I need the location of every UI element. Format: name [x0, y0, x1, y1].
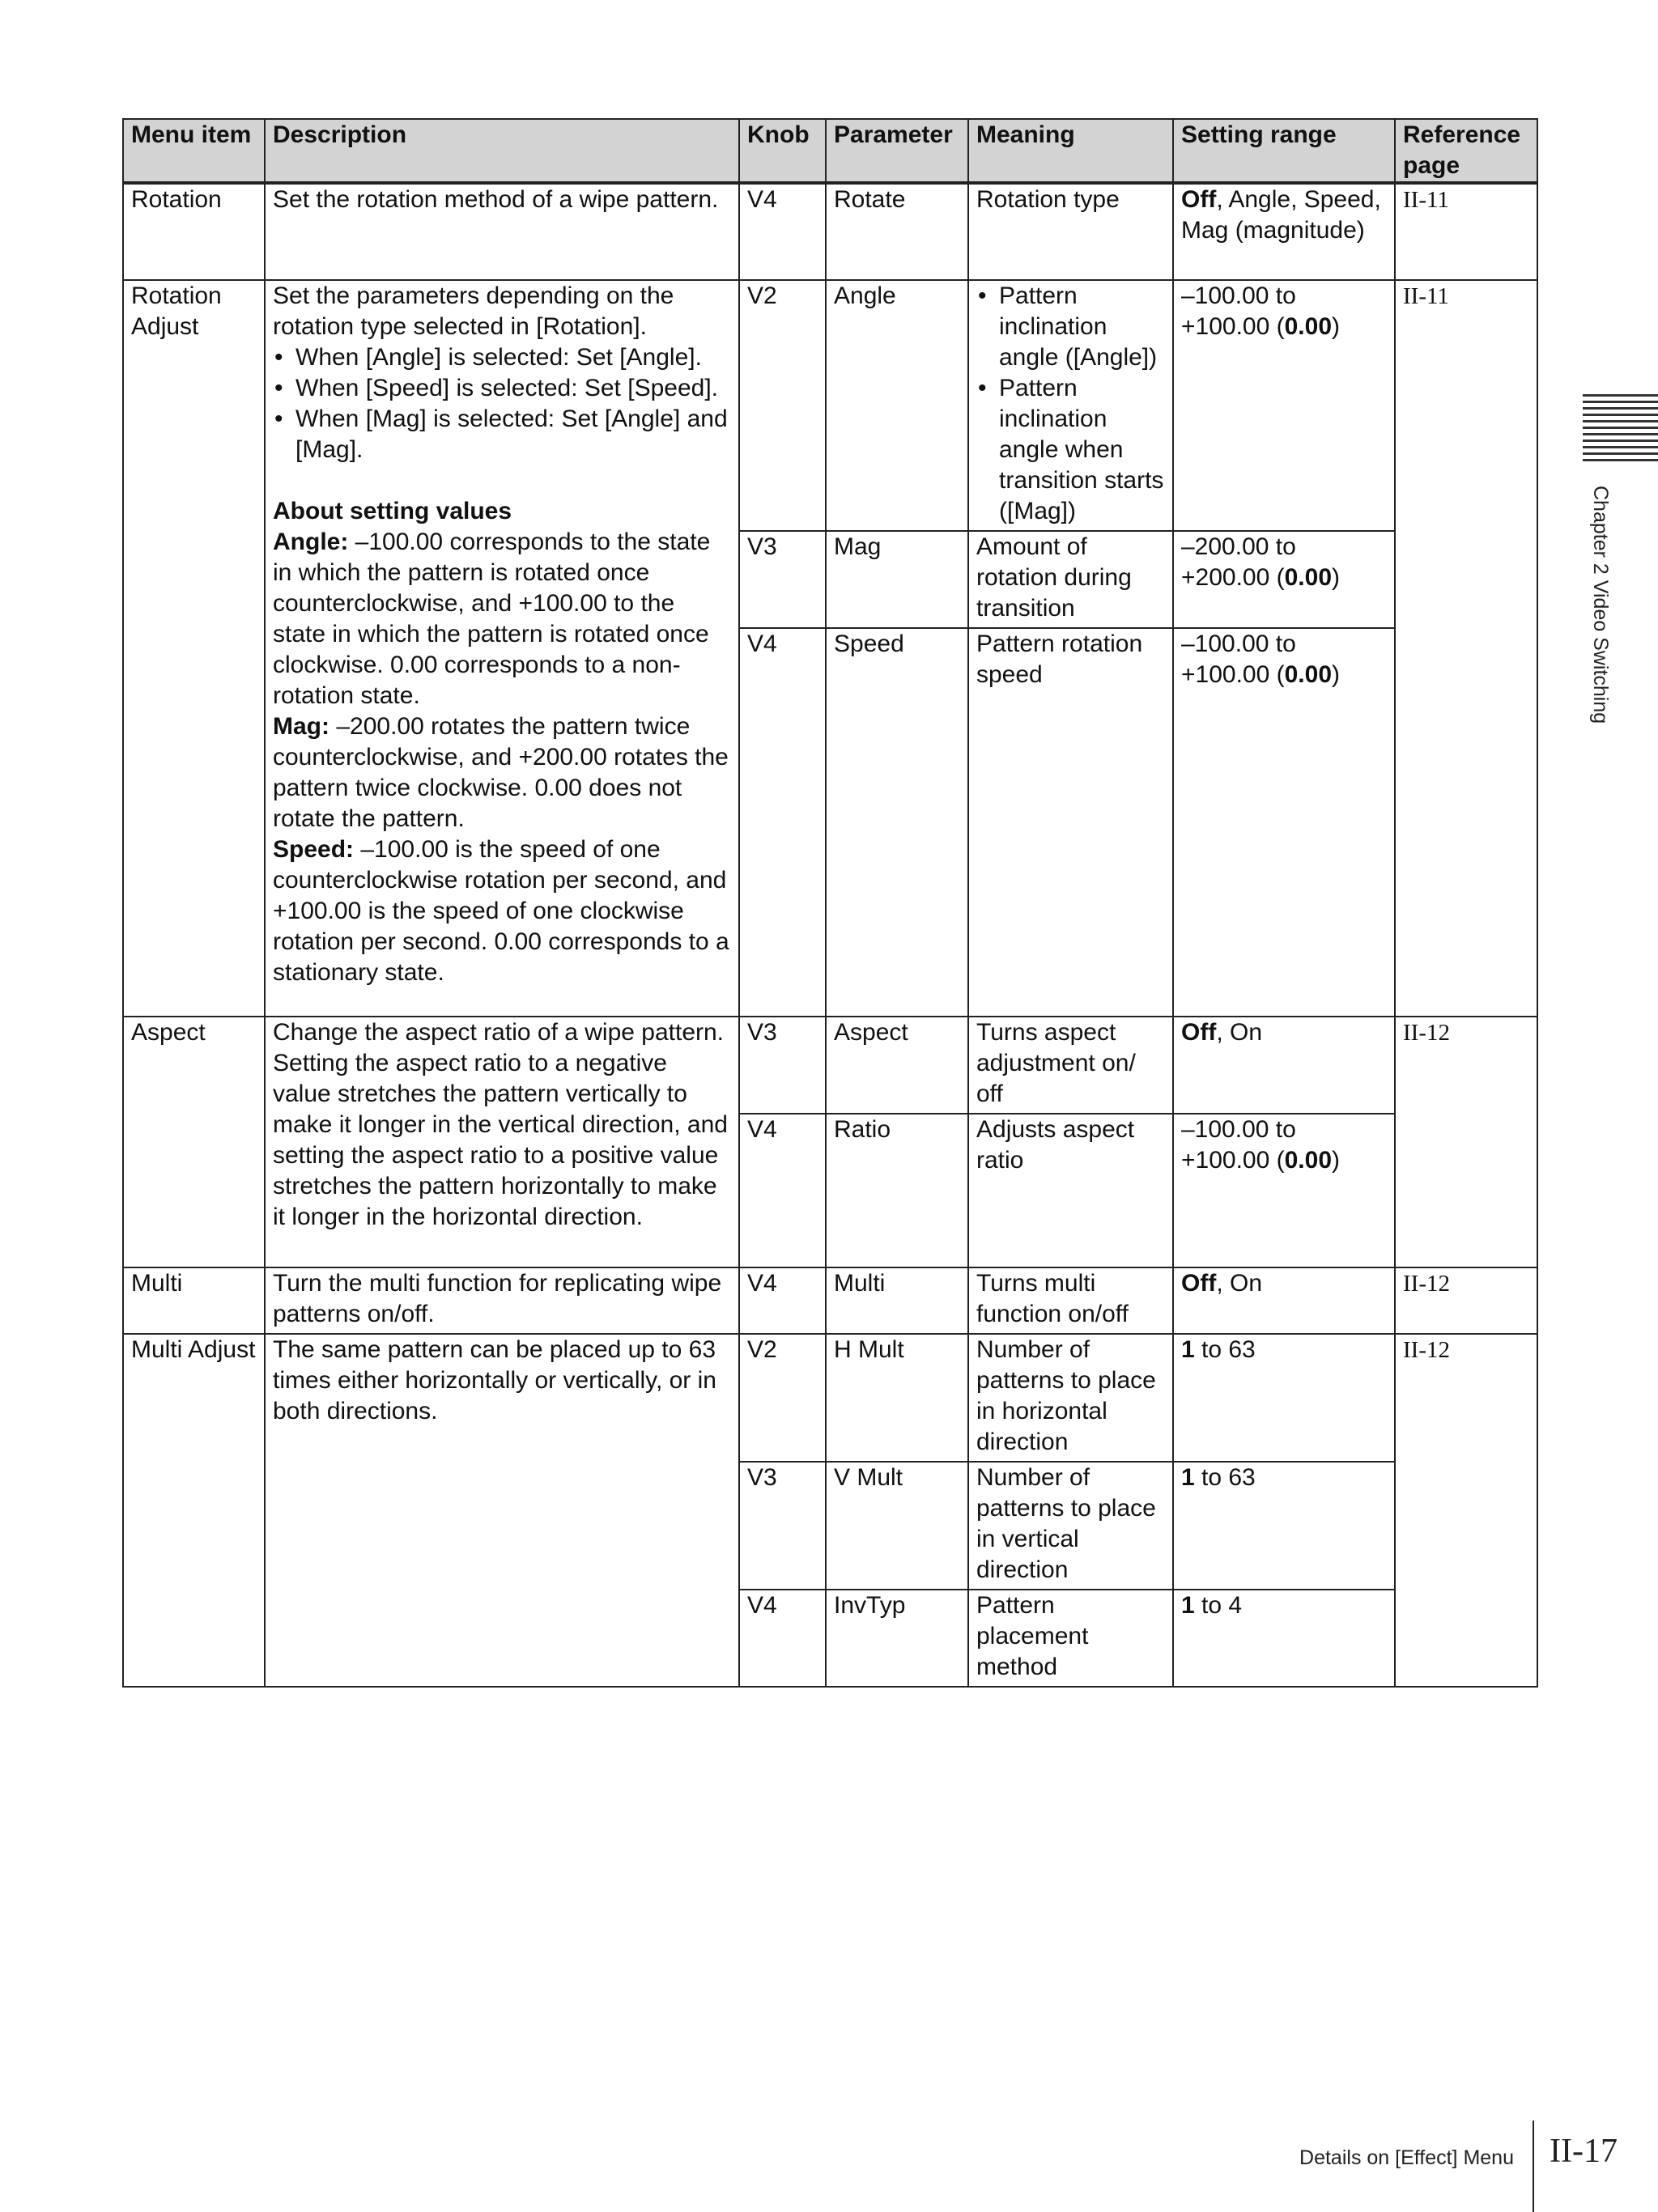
range-text: )	[1332, 564, 1340, 591]
reference-page-cell: II-12	[1395, 1334, 1537, 1687]
setting-range-cell	[1173, 1017, 1395, 1114]
header-parameter: Parameter	[826, 119, 968, 183]
footer-divider	[1533, 2121, 1534, 2212]
knob-cell: V3	[739, 531, 826, 628]
menu-item-cell: Rotation	[123, 183, 265, 280]
table-row-rotation-adjust-angle	[123, 280, 1537, 531]
range-default: 1	[1181, 1592, 1195, 1619]
definition-term: Speed:	[273, 836, 355, 863]
range-text: to 63	[1194, 1464, 1256, 1491]
table-header-row	[123, 119, 1537, 183]
definition-speed	[273, 834, 731, 988]
range-default: 1	[1181, 1464, 1195, 1491]
description-bullets	[273, 342, 731, 465]
setting-range-cell	[1173, 1334, 1395, 1462]
range-default: Off	[1181, 1019, 1217, 1046]
meaning-cell: Pattern rotation speed	[968, 628, 1173, 1017]
parameter-cell: Ratio	[826, 1114, 968, 1267]
header-description: Description	[265, 119, 739, 183]
chapter-tab-label: Chapter 2 Video Switching	[1589, 486, 1612, 724]
range-default: 0.00	[1284, 313, 1332, 340]
header-menu-item: Menu item	[123, 119, 265, 183]
range-text: –100.00 to +100.00 (	[1181, 282, 1296, 340]
menu-item-cell: Multi Adjust	[123, 1334, 265, 1687]
range-text: )	[1332, 661, 1340, 688]
knob-cell: V4	[739, 1590, 826, 1687]
meaning-cell	[968, 280, 1173, 531]
range-default: 1	[1181, 1336, 1195, 1363]
description-cell	[265, 280, 739, 1017]
parameter-cell: Speed	[826, 628, 968, 1017]
reference-page-cell: II-12	[1395, 1267, 1537, 1334]
range-text: )	[1332, 313, 1340, 340]
header-knob: Knob	[739, 119, 826, 183]
range-text: –200.00 to +200.00 (	[1181, 533, 1296, 591]
definition-text: –200.00 rotates the pattern twice counterclockwise, and +200.00 rotates the pattern twice clockwise. 0.00 does not rotate the pattern.	[273, 713, 729, 832]
reference-page-cell: II-11	[1395, 280, 1537, 1017]
range-text: , On	[1216, 1270, 1263, 1297]
list-item: • When [Speed] is selected: Set [Speed].	[273, 373, 731, 404]
definition-text: –100.00 corresponds to the state in which the pattern is rotated once counterclockwise, and +100.00 to the state in which the pattern is rotated once clockwise. 0.00 corresponds to a non-rotation state.	[273, 529, 711, 709]
list-item: • Pattern inclination angle ([Angle])	[976, 281, 1165, 373]
about-setting-values-heading: About setting values	[273, 498, 512, 524]
parameter-cell: Rotate	[826, 183, 968, 280]
definition-mag	[273, 711, 731, 834]
list-item: • When [Mag] is selected: Set [Angle] and [Mag].	[273, 404, 731, 465]
footer-section-title: Details on [Effect] Menu	[1299, 2146, 1514, 2169]
range-text: –100.00 to +100.00 (	[1181, 630, 1296, 688]
parameter-cell: Multi	[826, 1267, 968, 1334]
parameter-cell: Aspect	[826, 1017, 968, 1114]
knob-cell: V2	[739, 280, 826, 531]
range-default: 0.00	[1284, 564, 1332, 591]
meaning-cell: Turns aspect adjustment on/ off	[968, 1017, 1173, 1114]
definition-text: –100.00 is the speed of one counterclockwise rotation per second, and +100.00 is the speed of one clockwise rotation per second. 0.00 corresponds to a stationary state.	[273, 836, 729, 986]
knob-cell: V3	[739, 1017, 826, 1114]
range-default: Off	[1181, 1270, 1217, 1297]
parameter-cell: Angle	[826, 280, 968, 531]
knob-cell: V2	[739, 1334, 826, 1462]
table-row-rotation	[123, 183, 1537, 280]
definition-angle	[273, 527, 731, 711]
setting-range-cell	[1173, 1590, 1395, 1687]
knob-cell: V4	[739, 1114, 826, 1267]
chapter-tab-stripes	[1583, 394, 1658, 469]
parameter-cell: V Mult	[826, 1462, 968, 1590]
range-text: , On	[1216, 1019, 1263, 1046]
table-row-multi-adjust-h	[123, 1334, 1537, 1462]
menu-item-cell: Multi	[123, 1267, 265, 1334]
meaning-cell: Number of patterns to place in horizontal direction	[968, 1334, 1173, 1462]
meaning-cell: Turns multi function on/off	[968, 1267, 1173, 1334]
setting-range-cell	[1173, 1462, 1395, 1590]
definition-term: Mag:	[273, 713, 329, 740]
range-text: )	[1332, 1147, 1340, 1174]
knob-cell: V3	[739, 1462, 826, 1590]
header-setting-range: Setting range	[1173, 119, 1395, 183]
parameter-cell: Mag	[826, 531, 968, 628]
setting-range-cell	[1173, 531, 1395, 628]
table-row-multi	[123, 1267, 1537, 1334]
setting-range-cell	[1173, 280, 1395, 531]
list-item: • Pattern inclination angle when transition starts ([Mag])	[976, 373, 1165, 527]
page-number: II-17	[1550, 2133, 1618, 2170]
setting-range-cell	[1173, 183, 1395, 280]
description-cell: The same pattern can be placed up to 63 times either horizontally or vertically, or in both directions.	[265, 1334, 739, 1687]
range-rest: , Angle, Speed, Mag (magnitude)	[1181, 186, 1381, 244]
header-reference-page: Reference page	[1395, 119, 1537, 183]
meaning-cell: Number of patterns to place in vertical direction	[968, 1462, 1173, 1590]
menu-item-cell: Aspect	[123, 1017, 265, 1267]
knob-cell: V4	[739, 1267, 826, 1334]
knob-cell: V4	[739, 183, 826, 280]
definition-term: Angle:	[273, 529, 349, 555]
menu-parameter-table	[122, 118, 1538, 1688]
range-text: –100.00 to +100.00 (	[1181, 1116, 1296, 1174]
range-text: to 63	[1194, 1336, 1256, 1363]
setting-range-cell	[1173, 628, 1395, 1017]
menu-item-cell: Rotation Adjust	[123, 280, 265, 1017]
meaning-cell: Rotation type	[968, 183, 1173, 280]
meaning-cell: Adjusts aspect ratio	[968, 1114, 1173, 1267]
meaning-cell: Amount of rotation during transition	[968, 531, 1173, 628]
description-cell: Change the aspect ratio of a wipe pattern. Setting the aspect ratio to a negative value stretches the pattern vertically to make it longer in the vertical direction, and setting the aspect ratio to a positive value stretches the pattern horizontally to make it longer in the horizontal direction.	[265, 1017, 739, 1267]
header-meaning: Meaning	[968, 119, 1173, 183]
parameter-cell: InvTyp	[826, 1590, 968, 1687]
range-default: 0.00	[1284, 1147, 1332, 1174]
range-default: 0.00	[1284, 661, 1332, 688]
range-text: to 4	[1194, 1592, 1243, 1619]
table-row-aspect	[123, 1017, 1537, 1114]
description-cell: Turn the multi function for replicating wipe patterns on/off.	[265, 1267, 739, 1334]
range-default: Off	[1181, 186, 1217, 213]
knob-cell: V4	[739, 628, 826, 1017]
list-item: • When [Angle] is selected: Set [Angle].	[273, 342, 731, 373]
reference-page-cell: II-11	[1395, 183, 1537, 280]
description-intro: Set the parameters depending on the rotation type selected in [Rotation].	[273, 282, 674, 340]
description-cell: Set the rotation method of a wipe pattern.	[265, 183, 739, 280]
parameter-cell: H Mult	[826, 1334, 968, 1462]
meaning-cell: Pattern placement method	[968, 1590, 1173, 1687]
setting-range-cell	[1173, 1114, 1395, 1267]
reference-page-cell: II-12	[1395, 1017, 1537, 1267]
setting-range-cell	[1173, 1267, 1395, 1334]
